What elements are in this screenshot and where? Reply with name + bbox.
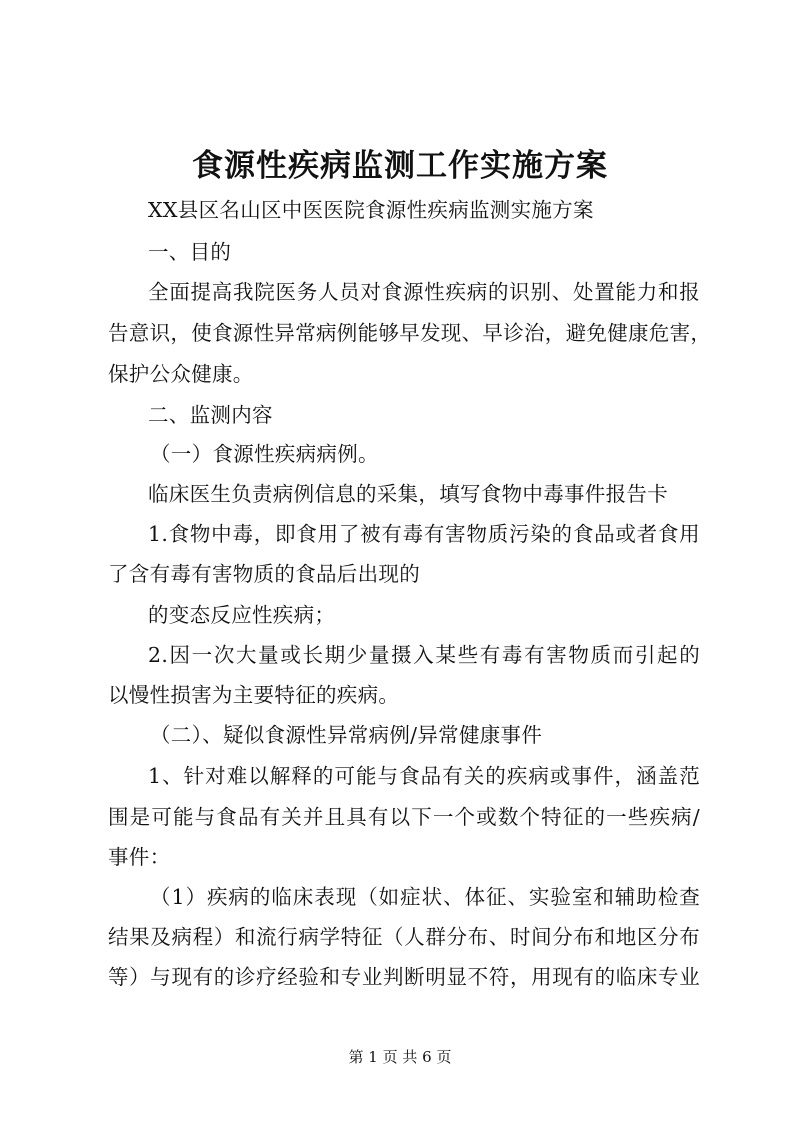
paragraph-line: 的变态反应性疾病； bbox=[148, 603, 336, 627]
paragraph-line: 围是可能与食品有关并且具有以下一个或数个特征的一些疾病/ bbox=[108, 805, 700, 829]
paragraph-line: 结果及病程）和流行病学特征（人群分布、时间分布和地区分布 bbox=[108, 925, 700, 949]
paragraph-line: 1.食物中毒，即食用了被有毒有害物质污染的食品或者食用 bbox=[148, 522, 700, 546]
paragraph-line: 2.因一次大量或长期少量摄入某些有毒有害物质而引起的 bbox=[148, 643, 700, 667]
subsection-heading: （一）食源性疾病病例。 bbox=[150, 442, 379, 466]
paragraph-line: 了含有毒有害物质的食品后出现的 bbox=[108, 562, 420, 586]
subtitle-line: XX县区名山区中医医院食源性疾病监测实施方案 bbox=[148, 198, 594, 222]
paragraph-line: 1、针对难以解释的可能与食品有关的疾病或事件，涵盖范 bbox=[148, 764, 700, 788]
paragraph-line: 告意识，使食源性异常病例能够早发现、早诊治，避免健康危害， bbox=[108, 321, 712, 345]
paragraph-line: 等）与现有的诊疗经验和专业判断明显不符，用现有的临床专业 bbox=[108, 965, 700, 989]
paragraph-line: 全面提高我院医务人员对食源性疾病的识别、处置能力和报 bbox=[148, 280, 700, 304]
page-number-footer: 第 1 页 共 6 页 bbox=[348, 1048, 452, 1066]
paragraph-line: 以慢性损害为主要特征的疾病。 bbox=[108, 683, 400, 707]
document-title: 食源性疾病监测工作实施方案 bbox=[192, 148, 608, 184]
paragraph-line: 保护公众健康。 bbox=[108, 362, 254, 386]
section-heading-content: 二、监测内容 bbox=[148, 403, 273, 427]
section-heading-purpose: 一、目的 bbox=[148, 240, 232, 264]
paragraph-line: （1）疾病的临床表现（如症状、体征、实验室和辅助检查 bbox=[150, 885, 700, 909]
paragraph-line: 事件： bbox=[108, 845, 171, 869]
paragraph-line: 临床医生负责病例信息的采集，填写食物中毒事件报告卡 bbox=[148, 482, 668, 506]
subsection-heading: （二）、疑似食源性异常病例/异常健康事件 bbox=[150, 723, 543, 747]
